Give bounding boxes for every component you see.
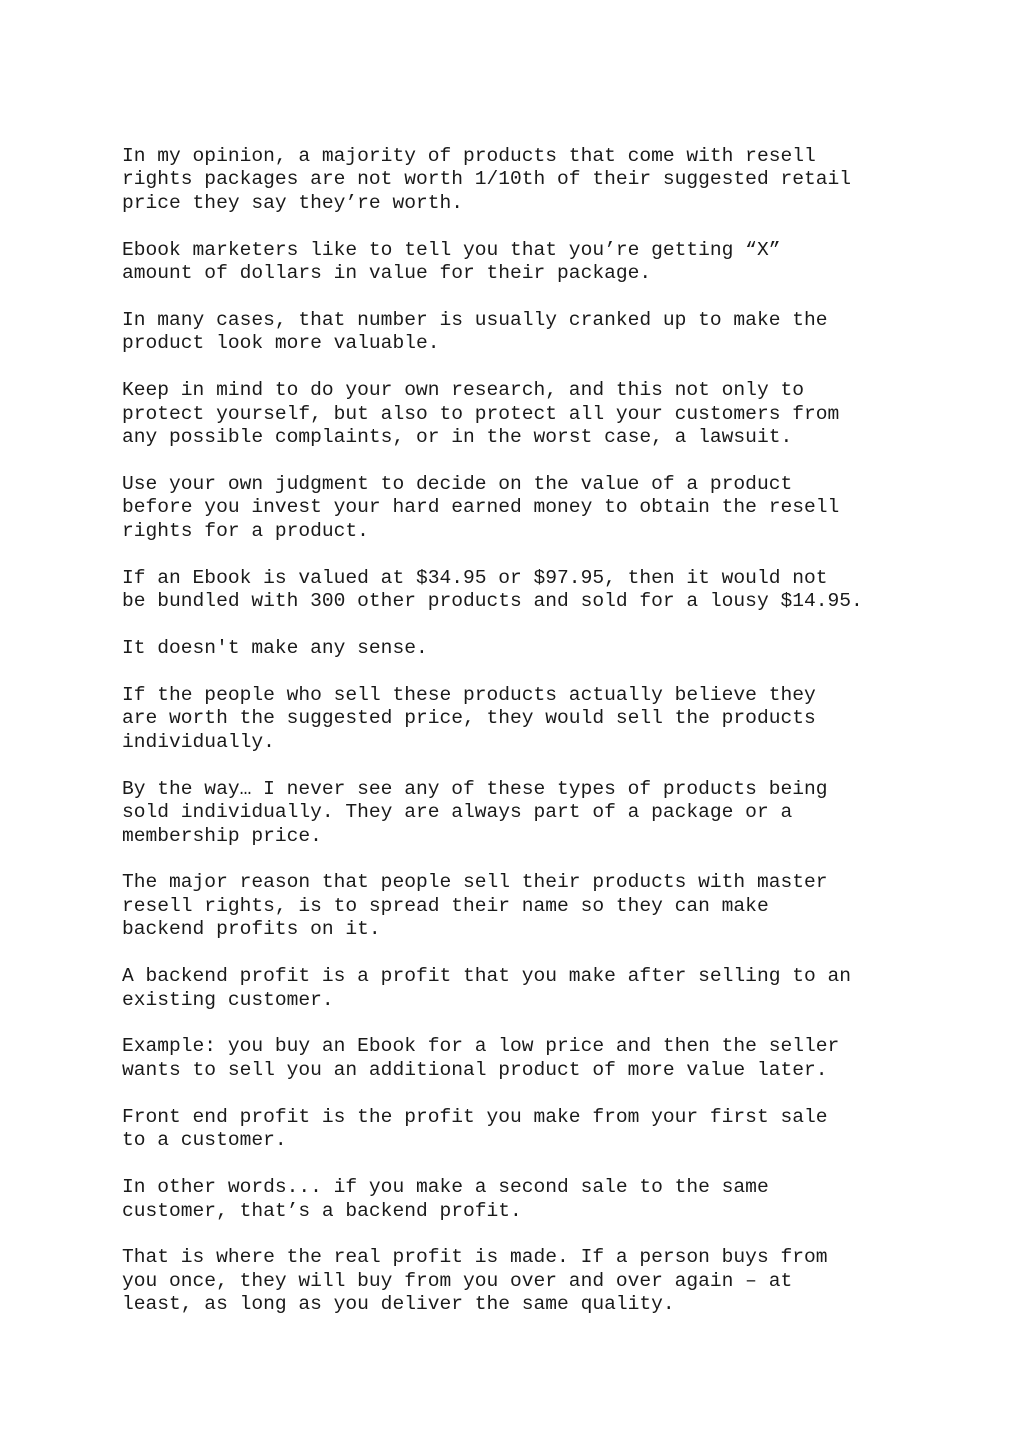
paragraph-cranked-up: In many cases, that number is usually cranked up to make the product look more valuable. bbox=[122, 309, 828, 355]
paragraph-backend-profit-definition: A backend profit is a profit that you make after selling to an existing customer. bbox=[122, 965, 852, 1011]
paragraph-sell-individually: If the people who sell these products actually believe they are worth the suggested price, they would sell the products individually. bbox=[122, 684, 816, 753]
paragraph-own-research: Keep in mind to do your own research, and this not only to protect yourself, but also to protect all your customers from any possible complaints, or in the worst case, a lawsuit. bbox=[122, 379, 840, 449]
paragraph-own-judgment: Use your own judgment to decide on the value of a product before you invest your hard earned money to obtain the resell rights for a product. bbox=[122, 473, 840, 542]
paragraph-resell-rights-value: In my opinion, a majority of products that come with resell rights packages are not worth 1/10th of their suggested retail price they say they’re worth. bbox=[122, 145, 852, 214]
paragraph-ebook-valued: If an Ebook is valued at $34.95 or $97.95, then it would not be bundled with 300 other products and sold for a lousy $14.95. bbox=[122, 566, 863, 613]
paragraph-no-sense: It doesn't make any sense. bbox=[122, 637, 428, 660]
paragraph-real-profit: That is where the real profit is made. If a person buys from you once, they will buy from you over and over again – at least, as long as you deliver the same quality. bbox=[122, 1246, 828, 1316]
paragraph-example: Example: you buy an Ebook for a low price and then the seller wants to sell you an additional product of more value later. bbox=[122, 1035, 840, 1081]
document-body bbox=[122, 145, 982, 1340]
paragraph-ebook-marketers: Ebook marketers like to tell you that you’re getting “X” amount of dollars in value for their package. bbox=[122, 238, 781, 285]
paragraph-in-other-words: In other words... if you make a second sale to the same customer, that’s a backend profit. bbox=[122, 1176, 769, 1222]
paragraph-major-reason: The major reason that people sell their products with master resell rights, is to spread their name so they can make backend profits on it. bbox=[122, 871, 828, 941]
paragraph-by-the-way: By the way… I never see any of these types of products being sold individually. They are always part of a package or a membership price. bbox=[122, 777, 828, 847]
paragraph-front-end-profit: Front end profit is the profit you make from your first sale to a customer. bbox=[122, 1105, 828, 1152]
